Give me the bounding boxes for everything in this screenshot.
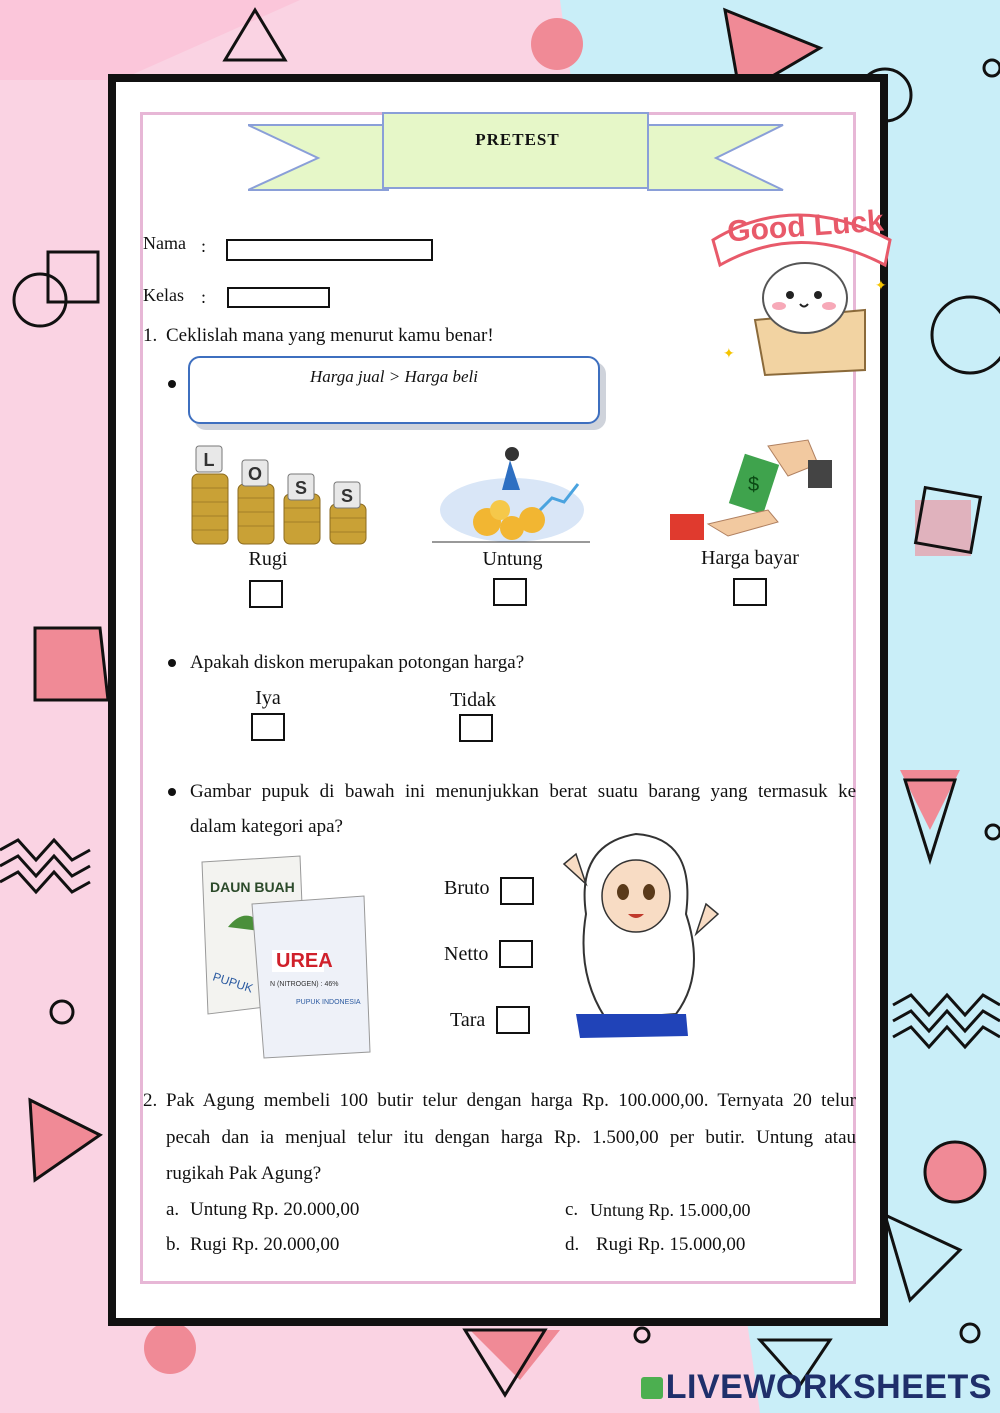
sack2-brand: PUPUK INDONESIA [296, 999, 361, 1006]
name-label: Nama [143, 233, 186, 253]
bullet [168, 380, 176, 388]
girl-hijab-illustration [556, 824, 722, 1044]
q1-prompt: Ceklislah mana yang menurut kamu benar! [166, 325, 494, 346]
sack2-sub: N (NITROGEN) : 46% [270, 981, 339, 988]
class-input[interactable] [227, 287, 330, 308]
name-input[interactable] [226, 239, 433, 261]
bullet [168, 788, 176, 796]
svg-text:$: $ [748, 474, 760, 496]
q1-number: 1. [143, 325, 158, 346]
q2-option-d-letter: d. [565, 1234, 580, 1255]
option-harga-bayar-label: Harga bayar [701, 547, 799, 569]
loss-coins-image [188, 444, 370, 548]
payment-hands-image [668, 436, 836, 544]
class-label: Kelas [143, 285, 184, 305]
option-netto-label: Netto [444, 943, 489, 965]
checkbox-tara[interactable] [496, 1006, 530, 1034]
svg-text:✦: ✦ [875, 279, 887, 294]
q2-option-b-letter: b. [166, 1234, 181, 1255]
checkbox-untung[interactable] [493, 578, 527, 606]
option-tara-label: Tara [450, 1009, 486, 1031]
class-colon: : [201, 287, 207, 307]
sack2-label: UREA [276, 950, 333, 972]
watermark-text: LIVEWORKSHEETS [665, 1368, 992, 1406]
fertilizer-sacks-image [188, 852, 380, 1062]
checkbox-iya[interactable] [251, 713, 285, 741]
liveworksheets-logo-icon [641, 1377, 663, 1399]
option-tidak-label: Tidak [450, 689, 496, 711]
loss-letter: S [294, 478, 308, 498]
q2-option-a-letter: a. [166, 1199, 180, 1220]
sack1-sub: PUPUK [211, 969, 255, 996]
option-bruto-label: Bruto [444, 877, 490, 899]
name-colon: : [201, 236, 207, 256]
checkbox-tidak[interactable] [459, 714, 493, 742]
loss-letter: S [340, 486, 354, 506]
loss-letter: O [247, 464, 263, 484]
good-luck-badge-text: Good Luck [726, 204, 885, 249]
q1-sub3-prompt-line1: Gambar pupuk di bawah ini menunjukkan berat suatu barang yang termasuk ke [190, 781, 856, 802]
page-title: PRETEST [475, 130, 560, 149]
profit-celebration-image [432, 440, 590, 544]
option-iya-label: Iya [255, 687, 281, 709]
checkbox-bruto[interactable] [500, 877, 534, 905]
svg-text:✦: ✦ [723, 347, 735, 362]
q2-line2: pecah dan ia menjual telur itu dengan harga Rp. 1.500,00 per butir. Untung atau [166, 1127, 856, 1148]
title-ribbon [248, 110, 788, 205]
checkbox-netto[interactable] [499, 940, 533, 968]
bullet [168, 659, 176, 667]
loss-letter: L [203, 450, 215, 470]
q2-option-c[interactable]: Untung Rp. 15.000,00 [590, 1200, 751, 1220]
option-untung-label: Untung [482, 548, 543, 570]
sack1-label: DAUN BUAH [210, 879, 295, 895]
q1-sub2-prompt: Apakah diskon merupakan potongan harga? [190, 652, 525, 673]
option-rugi-label: Rugi [248, 548, 288, 570]
checkbox-harga-bayar[interactable] [733, 578, 767, 606]
liveworksheets-watermark [641, 1368, 992, 1407]
q1-sub3-prompt-line2: dalam kategori apa? [190, 816, 343, 837]
q2-option-d[interactable]: Rugi Rp. 15.000,00 [596, 1234, 746, 1255]
q2-number: 2. [143, 1090, 158, 1111]
q2-line1: Pak Agung membeli 100 butir telur dengan harga Rp. 100.000,00. Ternyata 20 telur [166, 1090, 856, 1111]
formula-text: Harga jual > Harga beli [310, 367, 478, 386]
q2-option-c-letter: c. [565, 1199, 579, 1220]
q2-option-a[interactable]: Untung Rp. 20.000,00 [190, 1199, 360, 1220]
q2-option-b[interactable]: Rugi Rp. 20.000,00 [190, 1234, 340, 1255]
q2-line3: rugikah Pak Agung? [166, 1163, 322, 1184]
checkbox-rugi[interactable] [249, 580, 283, 608]
